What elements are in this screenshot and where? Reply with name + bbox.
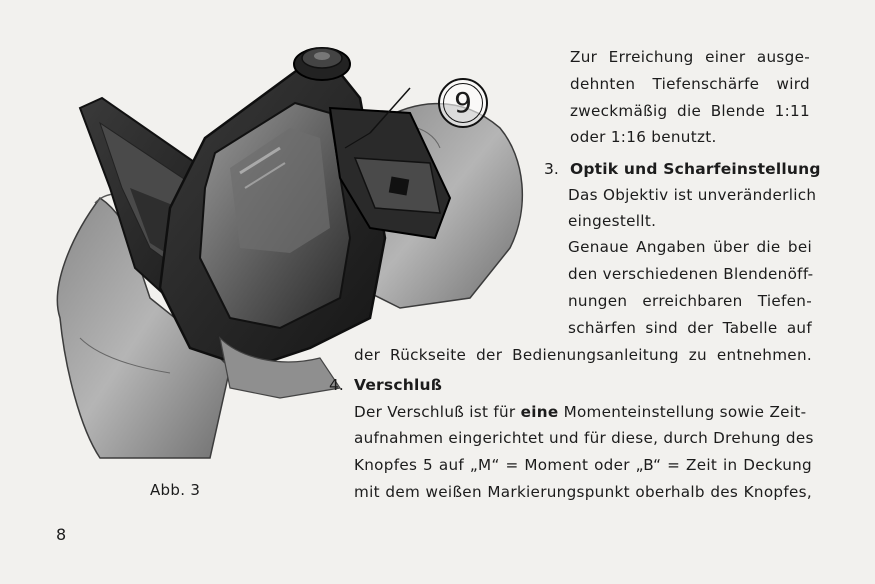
text-line: Das Objektiv ist unveränderlich (568, 186, 817, 204)
section-number: 4. (329, 376, 344, 394)
text-line: mit dem weißen Markierungspunkt oberhalb des Knopfes, (354, 483, 812, 501)
text-span: Momenteinstellung sowie Zeit- (558, 403, 807, 421)
text-line: Zur Erreichung einer ausge- (570, 48, 810, 66)
text-line: aufnahmen eingerichtet und für diese, durch Drehung des (354, 429, 814, 447)
text-line: zweckmäßig die Blende 1:11 (570, 102, 810, 120)
text-line: schärfen sind der Tabelle auf (568, 319, 812, 337)
emphasis-text: eine (520, 403, 559, 421)
text-line: Genaue Angaben über die bei (568, 238, 812, 256)
figure-caption: Abb. 3 (150, 481, 201, 499)
text-line: der Rückseite der Bedienungsanleitung zu entnehmen. (354, 346, 812, 364)
text-line: Knopfes 5 auf „M“ = Moment oder „B“ = Zeit in Deckung (354, 456, 812, 474)
text-line: nungen erreichbaren Tiefen- (568, 292, 812, 310)
text-span: Der Verschluß ist für (354, 403, 521, 421)
section-number: 3. (544, 160, 559, 178)
callout-ring-icon (443, 83, 483, 123)
callout-number: 9 (454, 86, 472, 119)
text-line (354, 402, 812, 422)
text-line: dehnten Tiefenschärfe wird (570, 75, 810, 93)
callout-marker (438, 78, 488, 128)
section-heading: Optik und Scharfeinstellung (570, 160, 821, 178)
text-line: den verschiedenen Blendenöff- (568, 265, 814, 283)
page-number: 8 (56, 525, 67, 544)
text-line: oder 1:16 benutzt. (570, 128, 717, 146)
text-line: eingestellt. (568, 212, 657, 230)
section-heading: Verschluß (354, 376, 443, 394)
